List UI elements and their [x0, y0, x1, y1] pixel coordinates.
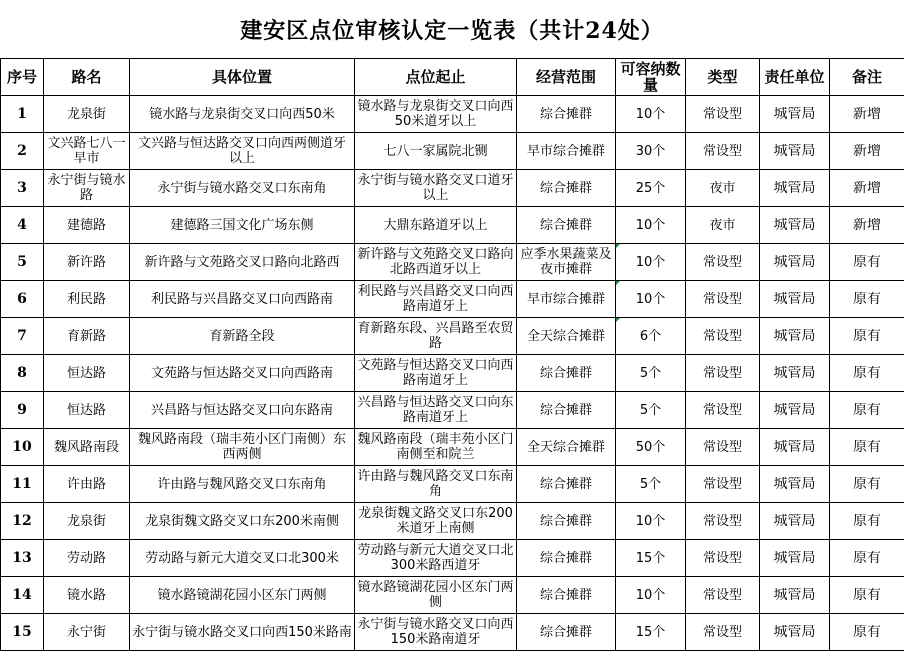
- cell-responsible-unit: [760, 577, 830, 614]
- cell-location: [130, 318, 355, 355]
- cell-text: 育新路全段: [209, 328, 275, 344]
- cell-text: 城管局: [773, 365, 816, 381]
- cell-text: 魏风路南段（瑞丰苑小区门南侧至和院兰: [357, 432, 514, 462]
- cell-remarks: [830, 503, 904, 540]
- cell-text: 10个: [635, 106, 666, 122]
- cell-road-name: [44, 466, 130, 503]
- cell-point-range: [355, 503, 517, 540]
- cell-responsible-unit: [760, 244, 830, 281]
- cell-text: 利民路与兴昌路交叉口向西路南: [150, 291, 333, 307]
- cell-text: 文兴路七八一早市: [47, 136, 126, 166]
- cell-text: 城管局: [773, 587, 816, 603]
- cell-text: 城管局: [773, 143, 816, 159]
- cell-type: [686, 540, 760, 577]
- cell-text: 镜水路镜湖花园小区东门两侧: [157, 587, 327, 603]
- header-location: 具体位置: [130, 59, 355, 96]
- cell-text: 11: [12, 476, 32, 492]
- cell-text: 城管局: [773, 106, 816, 122]
- cell-text: 永宁街与镜水路交叉口向西150米路南: [132, 624, 352, 640]
- cell-index: [1, 207, 44, 244]
- header-point-range: 点位起止: [355, 59, 517, 96]
- cell-capacity: [616, 133, 686, 170]
- cell-road-name: [44, 392, 130, 429]
- cell-remarks: [830, 96, 904, 133]
- cell-road-name: [44, 170, 130, 207]
- cell-text: 新增: [853, 217, 881, 233]
- cell-business-scope: [517, 503, 616, 540]
- cell-business-scope: [517, 133, 616, 170]
- cell-text: 原有: [853, 328, 881, 344]
- cell-type: [686, 429, 760, 466]
- header-responsible-unit: 责任单位: [760, 59, 830, 96]
- cell-text: 城管局: [773, 550, 816, 566]
- cell-remarks: [830, 281, 904, 318]
- cell-type: [686, 133, 760, 170]
- cell-point-range: [355, 244, 517, 281]
- cell-text: 利民路: [66, 291, 106, 307]
- cell-capacity: [616, 392, 686, 429]
- table-row: [1, 318, 904, 355]
- cell-index: [1, 503, 44, 540]
- cell-text: 综合摊群: [539, 624, 592, 640]
- cell-point-range: [355, 281, 517, 318]
- cell-capacity: [616, 96, 686, 133]
- table-row: [1, 96, 904, 133]
- cell-text: 文苑路与恒达路交叉口向西路南道牙上: [357, 358, 514, 388]
- cell-text: 新增: [853, 106, 881, 122]
- cell-text: 原有: [853, 365, 881, 381]
- cell-text: 原有: [853, 550, 881, 566]
- cell-remarks: [830, 466, 904, 503]
- table-row: [1, 355, 904, 392]
- header-remarks: 备注: [830, 59, 904, 96]
- cell-text: 文苑路与恒达路交叉口向西路南: [150, 365, 333, 381]
- cell-point-range: [355, 170, 517, 207]
- cell-text: 5个: [639, 402, 662, 418]
- cell-type: [686, 96, 760, 133]
- cell-text: 常设型: [702, 365, 742, 381]
- cell-business-scope: [517, 281, 616, 318]
- cell-text: 魏风路南段（瑞丰苑小区门南侧）东西两侧: [137, 432, 346, 462]
- cell-text: 新增: [853, 143, 881, 159]
- cell-responsible-unit: [760, 392, 830, 429]
- cell-type: [686, 355, 760, 392]
- cell-text: 许由路: [66, 476, 106, 492]
- table-row: [1, 577, 904, 614]
- header-road-name: 路名: [44, 59, 130, 96]
- cell-location: [130, 207, 355, 244]
- cell-location: [130, 577, 355, 614]
- cell-location: [130, 503, 355, 540]
- cell-capacity: [616, 540, 686, 577]
- cell-text: 综合摊群: [539, 106, 592, 122]
- cell-capacity: [616, 355, 686, 392]
- cell-responsible-unit: [760, 96, 830, 133]
- cell-point-range: [355, 133, 517, 170]
- cell-capacity: [616, 170, 686, 207]
- cell-business-scope: [517, 392, 616, 429]
- cell-text: 永宁街与镜水路交叉口东南角: [157, 180, 327, 196]
- table-row: [1, 281, 904, 318]
- cell-text: 原有: [853, 402, 881, 418]
- table-body: [1, 96, 904, 651]
- cell-text: 新许路: [66, 254, 106, 270]
- table-row: [1, 392, 904, 429]
- cell-responsible-unit: [760, 503, 830, 540]
- cell-text: 兴昌路与恒达路交叉口向东路南: [150, 402, 333, 418]
- cell-text: 育新路: [66, 328, 106, 344]
- cell-text: 原有: [853, 254, 881, 270]
- cell-text: 城管局: [773, 402, 816, 418]
- cell-text: 15: [12, 624, 32, 640]
- cell-remarks: [830, 355, 904, 392]
- cell-point-range: [355, 96, 517, 133]
- cell-location: [130, 614, 355, 651]
- cell-text: 育新路东段、兴昌路至农贸路: [357, 321, 514, 351]
- cell-text: 大鼎东路道牙以上: [383, 217, 488, 233]
- cell-location: [130, 281, 355, 318]
- table-row: [1, 540, 904, 577]
- cell-text: 镜水路与龙泉街交叉口向西50米道牙以上: [357, 99, 514, 129]
- cell-text: 6: [17, 291, 27, 307]
- cell-text: 14: [12, 587, 32, 603]
- table-row: [1, 466, 904, 503]
- cell-text: 13: [12, 550, 32, 566]
- cell-road-name: [44, 281, 130, 318]
- cell-text: 常设型: [702, 624, 742, 640]
- cell-text: 夜市: [709, 180, 736, 196]
- cell-capacity: [616, 614, 686, 651]
- cell-road-name: [44, 244, 130, 281]
- cell-index: [1, 318, 44, 355]
- cell-point-range: [355, 466, 517, 503]
- cell-text: 25个: [635, 180, 666, 196]
- cell-remarks: [830, 540, 904, 577]
- cell-index: [1, 540, 44, 577]
- cell-responsible-unit: [760, 540, 830, 577]
- cell-responsible-unit: [760, 429, 830, 466]
- cell-type: [686, 503, 760, 540]
- cell-location: [130, 392, 355, 429]
- cell-point-range: [355, 614, 517, 651]
- cell-index: [1, 392, 44, 429]
- cell-text: 永宁街与镜水路: [47, 173, 126, 203]
- cell-remarks: [830, 244, 904, 281]
- header-type: 类型: [686, 59, 760, 96]
- cell-text: 劳动路: [66, 550, 106, 566]
- table-row: [1, 503, 904, 540]
- cell-business-scope: [517, 96, 616, 133]
- review-table: [0, 58, 904, 651]
- cell-text: 常设型: [702, 476, 742, 492]
- cell-text: 城管局: [773, 328, 816, 344]
- cell-text: 综合摊群: [539, 365, 592, 381]
- cell-business-scope: [517, 466, 616, 503]
- cell-text: 综合摊群: [539, 550, 592, 566]
- cell-text: 应季水果蔬菜及夜市摊群: [520, 247, 612, 277]
- cell-index: [1, 170, 44, 207]
- cell-location: [130, 540, 355, 577]
- cell-text: 七八一家属院北铡: [383, 143, 488, 159]
- cell-responsible-unit: [760, 281, 830, 318]
- table-row: [1, 207, 904, 244]
- cell-text: 综合摊群: [539, 402, 592, 418]
- cell-text: 龙泉街: [66, 106, 106, 122]
- cell-business-scope: [517, 429, 616, 466]
- cell-index: [1, 133, 44, 170]
- cell-responsible-unit: [760, 318, 830, 355]
- cell-business-scope: [517, 577, 616, 614]
- cell-text: 10: [12, 439, 32, 455]
- cell-text: 镜水路镜湖花园小区东门两侧: [357, 580, 514, 610]
- cell-text: 原有: [853, 624, 881, 640]
- cell-point-range: [355, 577, 517, 614]
- cell-text: 早市综合摊群: [526, 291, 605, 307]
- cell-road-name: [44, 503, 130, 540]
- cell-remarks: [830, 170, 904, 207]
- cell-text: 城管局: [773, 476, 816, 492]
- table-row: [1, 170, 904, 207]
- cell-business-scope: [517, 170, 616, 207]
- cell-point-range: [355, 392, 517, 429]
- cell-text: 7: [17, 328, 27, 344]
- cell-text: 龙泉街魏文路交叉口东200米南侧: [145, 513, 339, 529]
- cell-road-name: [44, 429, 130, 466]
- cell-text: 综合摊群: [539, 180, 592, 196]
- cell-text: 新许路与文苑路交叉口路向北路西: [144, 254, 340, 270]
- table-row: [1, 429, 904, 466]
- cell-text: 15个: [635, 624, 666, 640]
- header-business-scope: 经营范围: [517, 59, 616, 96]
- cell-text: 3: [17, 180, 27, 196]
- cell-responsible-unit: [760, 614, 830, 651]
- cell-location: [130, 466, 355, 503]
- cell-responsible-unit: [760, 170, 830, 207]
- cell-road-name: [44, 540, 130, 577]
- cell-road-name: [44, 577, 130, 614]
- cell-location: [130, 244, 355, 281]
- cell-remarks: [830, 429, 904, 466]
- cell-remarks: [830, 318, 904, 355]
- cell-text: 城管局: [773, 513, 816, 529]
- cell-text: 综合摊群: [539, 587, 592, 603]
- cell-business-scope: [517, 355, 616, 392]
- cell-road-name: [44, 96, 130, 133]
- cell-text: 常设型: [702, 291, 742, 307]
- cell-index: [1, 577, 44, 614]
- cell-text: 原有: [853, 291, 881, 307]
- cell-text: 常设型: [702, 328, 742, 344]
- cell-text: 原有: [853, 476, 881, 492]
- cell-text: 劳动路与新元大道交叉口北300米路西道牙: [357, 543, 514, 573]
- cell-text: 原有: [853, 587, 881, 603]
- cell-text: 2: [17, 143, 27, 159]
- cell-text: 镜水路与龙泉街交叉口向西50米: [149, 106, 335, 122]
- cell-text: 城管局: [773, 217, 816, 233]
- cell-point-range: [355, 318, 517, 355]
- cell-index: [1, 429, 44, 466]
- cell-index: [1, 244, 44, 281]
- cell-point-range: [355, 355, 517, 392]
- cell-text: 新许路与文苑路交叉口路向北路西道牙以上: [357, 247, 514, 277]
- page-title: 建安区点位审核认定一览表（共计24处）: [240, 17, 664, 44]
- table-row: [1, 133, 904, 170]
- cell-location: [130, 429, 355, 466]
- cell-text: 5个: [639, 476, 662, 492]
- cell-text: 魏风路南段: [53, 439, 119, 455]
- cell-text: 龙泉街魏文路交叉口东200米道牙上南侧: [358, 506, 513, 536]
- cell-type: [686, 318, 760, 355]
- cell-text: 常设型: [702, 587, 742, 603]
- cell-capacity: [616, 466, 686, 503]
- cell-capacity: [616, 244, 686, 281]
- cell-text: 50个: [635, 439, 666, 455]
- cell-type: [686, 614, 760, 651]
- cell-text: 10个: [635, 291, 666, 307]
- cell-type: [686, 577, 760, 614]
- cell-text: 综合摊群: [539, 513, 592, 529]
- cell-remarks: [830, 614, 904, 651]
- cell-text: 龙泉街: [66, 513, 106, 529]
- header-index: 序号: [1, 59, 44, 96]
- cell-road-name: [44, 318, 130, 355]
- cell-text: 城管局: [773, 439, 816, 455]
- cell-road-name: [44, 133, 130, 170]
- cell-location: [130, 170, 355, 207]
- cell-index: [1, 614, 44, 651]
- cell-text: 兴昌路与恒达路交叉口向东路南道牙上: [357, 395, 514, 425]
- cell-remarks: [830, 392, 904, 429]
- cell-text: 永宁街与镜水路交叉口道牙以上: [357, 173, 514, 203]
- cell-text: 全天综合摊群: [526, 328, 605, 344]
- cell-text: 永宁街: [66, 624, 106, 640]
- cell-type: [686, 392, 760, 429]
- cell-location: [130, 133, 355, 170]
- cell-text: 城管局: [773, 291, 816, 307]
- cell-text: 全天综合摊群: [526, 439, 605, 455]
- header-capacity: 可容纳数量: [616, 59, 686, 96]
- cell-location: [130, 96, 355, 133]
- cell-capacity: [616, 318, 686, 355]
- cell-capacity: [616, 281, 686, 318]
- cell-type: [686, 244, 760, 281]
- cell-text: 6个: [639, 328, 662, 344]
- cell-text: 4: [17, 217, 27, 233]
- cell-remarks: [830, 207, 904, 244]
- cell-text: 30个: [635, 143, 666, 159]
- cell-capacity: [616, 503, 686, 540]
- cell-text: 镜水路: [66, 587, 106, 603]
- cell-index: [1, 355, 44, 392]
- cell-text: 10个: [635, 587, 666, 603]
- cell-index: [1, 281, 44, 318]
- cell-capacity: [616, 577, 686, 614]
- cell-text: 9: [17, 402, 27, 418]
- cell-text: 综合摊群: [539, 217, 592, 233]
- cell-text: 文兴路与恒达路交叉口向西两侧道牙以上: [137, 136, 346, 166]
- cell-remarks: [830, 133, 904, 170]
- cell-point-range: [355, 207, 517, 244]
- cell-text: 许由路与魏风路交叉口东南角: [157, 476, 327, 492]
- cell-text: 常设型: [702, 550, 742, 566]
- cell-business-scope: [517, 244, 616, 281]
- cell-responsible-unit: [760, 466, 830, 503]
- cell-business-scope: [517, 540, 616, 577]
- cell-road-name: [44, 355, 130, 392]
- cell-road-name: [44, 614, 130, 651]
- cell-text: 城管局: [773, 254, 816, 270]
- cell-text: 5: [17, 254, 27, 270]
- cell-text: 10个: [635, 217, 666, 233]
- cell-text: 劳动路与新元大道交叉口北300米: [145, 550, 339, 566]
- cell-text: 城管局: [773, 180, 816, 196]
- cell-responsible-unit: [760, 133, 830, 170]
- cell-text: 永宁街与镜水路交叉口向西150米路南道牙: [357, 617, 514, 647]
- cell-index: [1, 96, 44, 133]
- cell-capacity: [616, 429, 686, 466]
- cell-text: 5个: [639, 365, 662, 381]
- cell-location: [130, 355, 355, 392]
- cell-type: [686, 207, 760, 244]
- cell-text: 常设型: [702, 106, 742, 122]
- cell-responsible-unit: [760, 207, 830, 244]
- cell-text: 常设型: [702, 402, 742, 418]
- cell-responsible-unit: [760, 355, 830, 392]
- cell-business-scope: [517, 318, 616, 355]
- table-header-row: [1, 59, 904, 96]
- cell-text: 建德路: [66, 217, 106, 233]
- cell-type: [686, 466, 760, 503]
- cell-text: 原有: [853, 513, 881, 529]
- cell-text: 利民路与兴昌路交叉口向西路南道牙上: [357, 284, 514, 314]
- cell-point-range: [355, 429, 517, 466]
- cell-business-scope: [517, 207, 616, 244]
- cell-text: 常设型: [702, 513, 742, 529]
- cell-text: 夜市: [709, 217, 736, 233]
- cell-text: 常设型: [702, 439, 742, 455]
- cell-remarks: [830, 577, 904, 614]
- cell-text: 12: [12, 513, 32, 529]
- cell-capacity: [616, 207, 686, 244]
- cell-text: 综合摊群: [539, 476, 592, 492]
- cell-text: 城管局: [773, 624, 816, 640]
- cell-text: 8: [17, 365, 27, 381]
- cell-text: 1: [17, 106, 27, 122]
- cell-point-range: [355, 540, 517, 577]
- cell-text: 许由路与魏风路交叉口东南角: [357, 469, 514, 499]
- cell-text: 建德路三国文化广场东侧: [170, 217, 314, 233]
- cell-text: 恒达路: [66, 365, 106, 381]
- cell-text: 10个: [635, 254, 666, 270]
- cell-text: 原有: [853, 439, 881, 455]
- cell-type: [686, 281, 760, 318]
- cell-text: 15个: [635, 550, 666, 566]
- cell-text: 10个: [635, 513, 666, 529]
- cell-text: 早市综合摊群: [526, 143, 605, 159]
- cell-text: 常设型: [702, 254, 742, 270]
- table-row: [1, 244, 904, 281]
- cell-text: 新增: [853, 180, 881, 196]
- cell-business-scope: [517, 614, 616, 651]
- cell-text: 恒达路: [66, 402, 106, 418]
- cell-type: [686, 170, 760, 207]
- cell-text: 常设型: [702, 143, 742, 159]
- cell-index: [1, 466, 44, 503]
- cell-road-name: [44, 207, 130, 244]
- table-row: [1, 614, 904, 651]
